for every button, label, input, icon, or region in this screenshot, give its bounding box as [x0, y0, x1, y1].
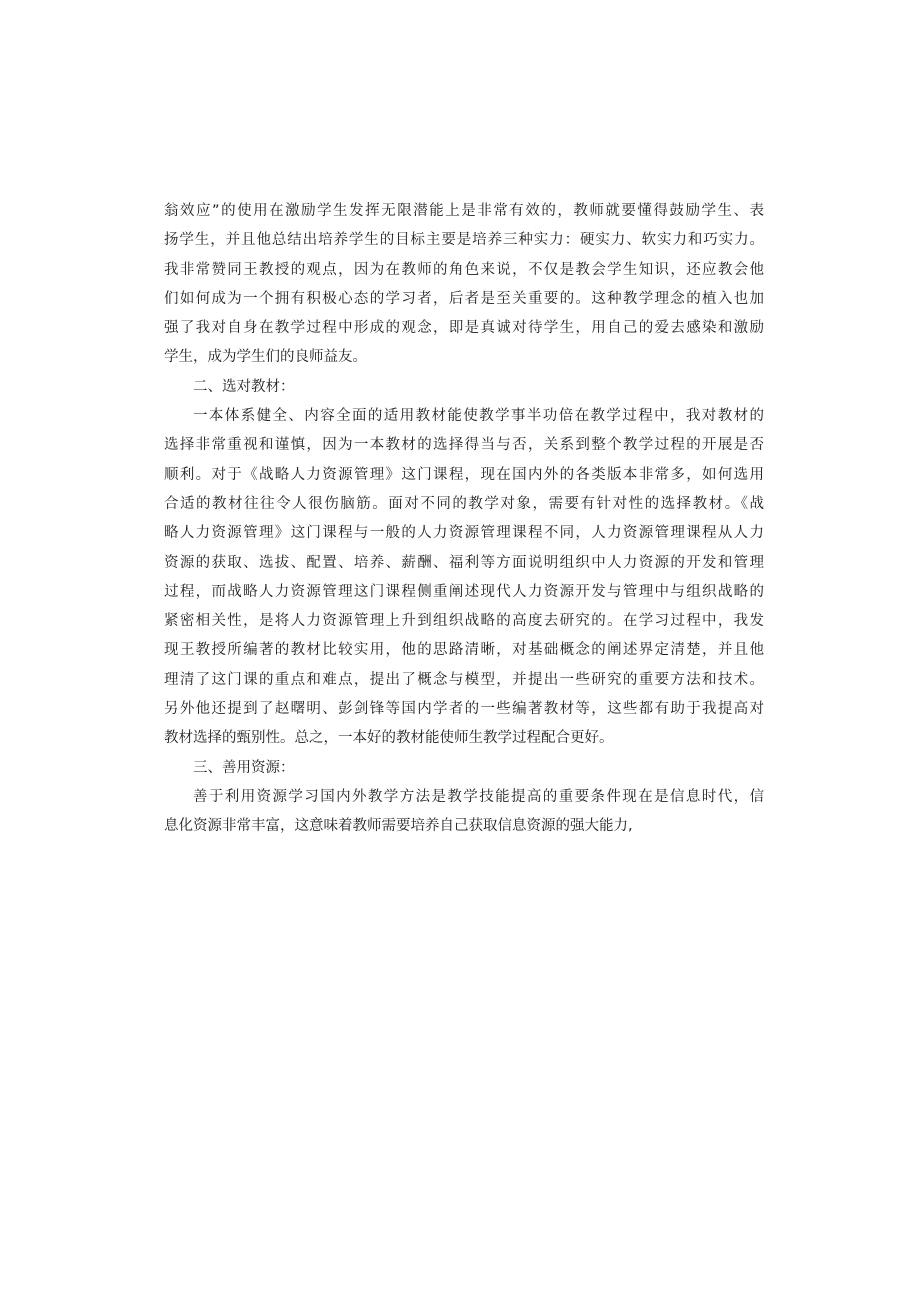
text-line: 略人力资源管理》这门课程与一般的人力资源管理课程不同，人力资源管理课程从人力 — [164, 525, 764, 542]
text-line: 理清了这门课的重点和难点，提出了概念与模型，并提出一些研究的重要方法和技术。 — [164, 671, 764, 688]
text-line: 资源的获取、选拔、配置、培养、薪酬、福利等方面说明组织中人力资源的开发和管理 — [164, 554, 764, 571]
text-line: 强了我对自身在教学过程中形成的观念，即是真诚对待学生，用自己的爱去感染和激励 — [164, 320, 764, 337]
text-line: 紧密相关性，是将人力资源管理上升到组织战略的高度去研究的。在学习过程中，我发 — [164, 613, 764, 630]
section-heading-resources: 三、善用资源： — [193, 759, 295, 776]
text-line: 顺利。对于《战略人力资源管理》这门课程，现在国内外的各类版本非常多，如何选用 — [164, 466, 764, 483]
text-line: 过程，而战略人力资源管理这门课程侧重阐述现代人力资源开发与管理中与组织战略的 — [164, 583, 764, 600]
text-line: 教材选择的甄别性。总之，一本好的教材能使师生教学过程配合更好。 — [164, 730, 614, 747]
document-body — [164, 197, 764, 842]
text-line: 们如何成为一个拥有积极心态的学习者，后者是至关重要的。这种教学理念的植入也加 — [164, 290, 764, 307]
text-line: 翁效应”的使用在激励学生发挥无限潜能上是非常有效的，教师就要懂得鼓励学生、表 — [164, 203, 764, 219]
paragraph-textbook-selection — [164, 402, 764, 754]
text-line: 我非常赞同王教授的观点，因为在教师的角色来说，不仅是教会学生知识，还应教会他 — [164, 261, 764, 278]
section-heading-textbook: 二、选对教材： — [193, 378, 295, 395]
text-line: 学生，成为学生们的良师益友。 — [164, 349, 367, 366]
text-line: 善于利用资源学习国内外教学方法是教学技能提高的重要条件现在是信息时代，信 — [193, 788, 764, 805]
text-line: 扬学生，并且他总结出培养学生的目标主要是培养三种实力：硬实力、软实力和巧实力。 — [164, 232, 764, 249]
paragraph-resource-use — [164, 783, 764, 842]
text-line: 选择非常重视和谨慎，因为一本教材的选择得当与否，关系到整个教学过程的开展是否 — [164, 437, 764, 454]
text-line: 息化资源非常丰富，这意味着教师需要培养自己获取信息资源的强大能力, — [164, 818, 633, 835]
paragraph-teaching-philosophy — [164, 197, 764, 373]
text-line: 现王教授所编著的教材比较实用，他的思路清晰，对基础概念的阐述界定清楚，并且他 — [164, 642, 764, 659]
text-line: 一本体系健全、内容全面的适用教材能使教学事半功倍在教学过程中，我对教材的 — [193, 408, 764, 425]
text-line: 另外他还提到了赵曙明、彭剑锋等国内学者的一些编著教材等，这些都有助于我提高对 — [164, 701, 764, 718]
text-line: 合适的教材往往令人很伤脑筋。面对不同的教学对象，需要有针对性的选择教材。《战 — [164, 495, 764, 512]
